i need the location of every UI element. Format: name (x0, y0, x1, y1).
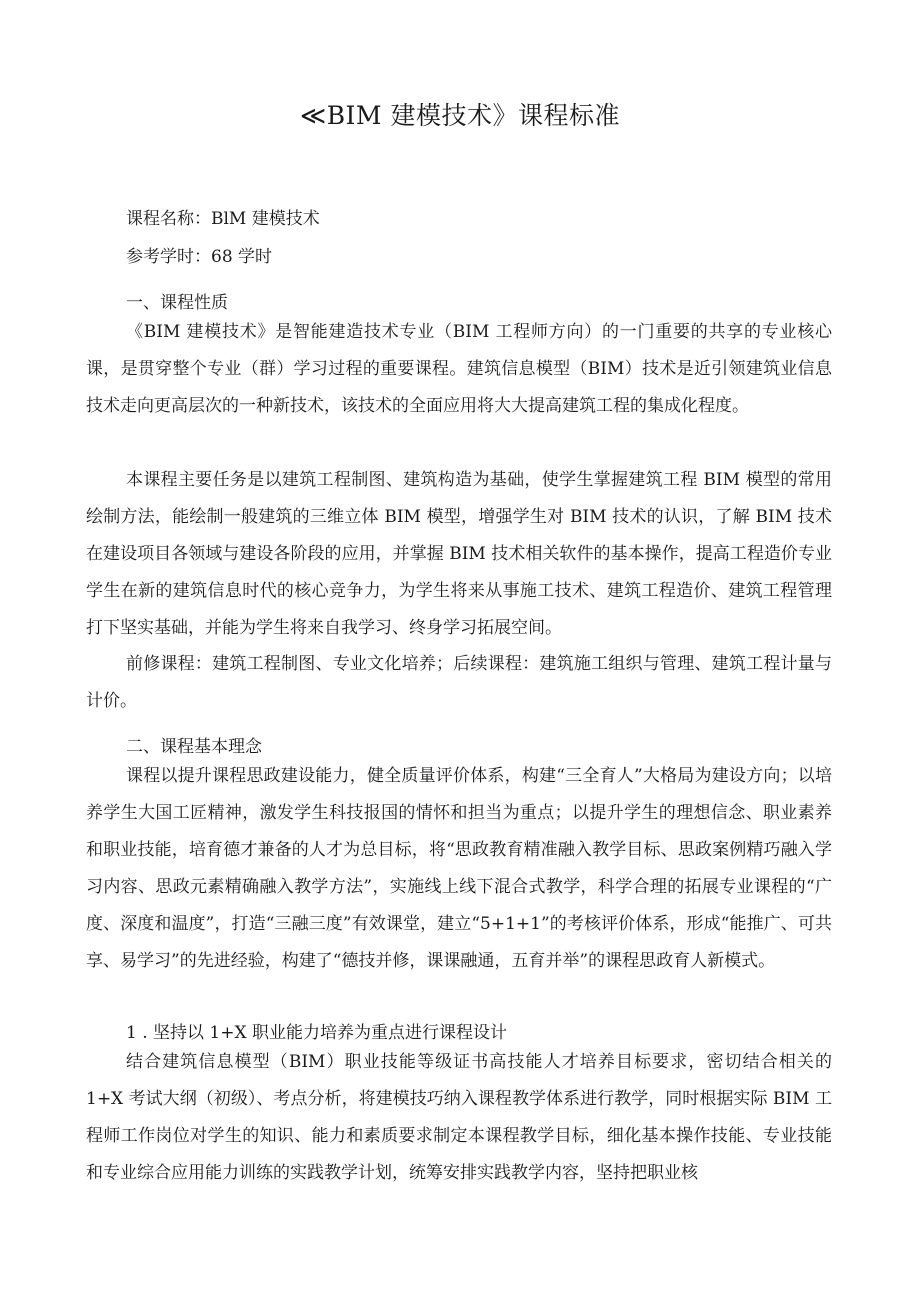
section-1-paragraph-2: 本课程主要任务是以建筑工程制图、建筑构造为基础，使学生掌握建筑工程 BIM 模型的常用绘制方法，能绘制一般建筑的三维立体 BIM 模型，增强学生对 BIM 技术的认识，了解 BIM 技术在建设项目各领域与建设各阶段的应用，并掌握 BIM 技术相关软件的基本操作，提高工程造价专业学生在新的建筑信息时代的核心竞争力，为学生将来从事施工技术、建筑工程造价、建筑工程管理打下坚实基础，并能为学生将来自我学习、终身学习拓展空间。 (86, 470, 832, 638)
subsection-1-heading: 1 . 坚持以 1+X 职业能力培养为重点进行课程设计 (126, 1023, 507, 1043)
section-1-paragraph-1: 《BIM 建模技术》是智能建造技术专业（BIM 工程师方向）的一门重要的共享的专业核心课，是贯穿整个专业（群）学习过程的重要课程。建筑信息模型（BIM）技术是近引领建筑业信息技术走向更高层次的一种新技术，该技术的全面应用将大大提高建筑工程的集成化程度。 (86, 322, 832, 416)
section-2-paragraph: 课程以提升课程思政建设能力，健全质量评价体系，构建“三全育人”大格局为建设方向；以培养学生大国工匠精神，激发学生科技报国的情怀和担当为重点；以提升学生的理想信念、职业素养和职业技能，培育德才兼备的人才为总目标，将“思政教育精准融入教学目标、思政案例精巧融入学习内容、思政元素精确融入教学方法”，实施线上线下混合式教学，科学合理的拓展专业课程的“广度、深度和温度”，打造“三融三度”有效课堂，建立“5+1+1”的考核评价体系，形成“能推广、可共享、易学习”的先进经验，构建了“德技并修，课课融通，五育并举”的课程思政育人新模式。 (86, 766, 832, 971)
subsection-1-paragraph: 结合建筑信息模型（BIM）职业技能等级证书高技能人才培养目标要求，密切结合相关的 1+X 考试大纲（初级）、考点分析，将建模技巧纳入课程教学体系进行教学，同时根据实际 BIM 工程师工作岗位对学生的知识、能力和素质要求制定本课程教学目标，细化基本操作技能、专业技能和专业综合应用能力训练的实践教学计划，统筹安排实践教学内容，坚持把职业核 (86, 1052, 832, 1183)
section-1-heading: 一、课程性质 (126, 293, 228, 313)
course-hours-line: 参考学时：68 学时 (126, 247, 273, 267)
document-title: ≪BIM 建模技术》课程标准 (300, 101, 620, 130)
section-1-paragraph-3: 前修课程：建筑工程制图、专业文化培养；后续课程：建筑施工组织与管理、建筑工程计量与计价。 (86, 654, 832, 711)
section-2-heading: 二、课程基本理念 (126, 737, 262, 757)
course-name-line: 课程名称：BlM 建模技术 (126, 209, 320, 229)
